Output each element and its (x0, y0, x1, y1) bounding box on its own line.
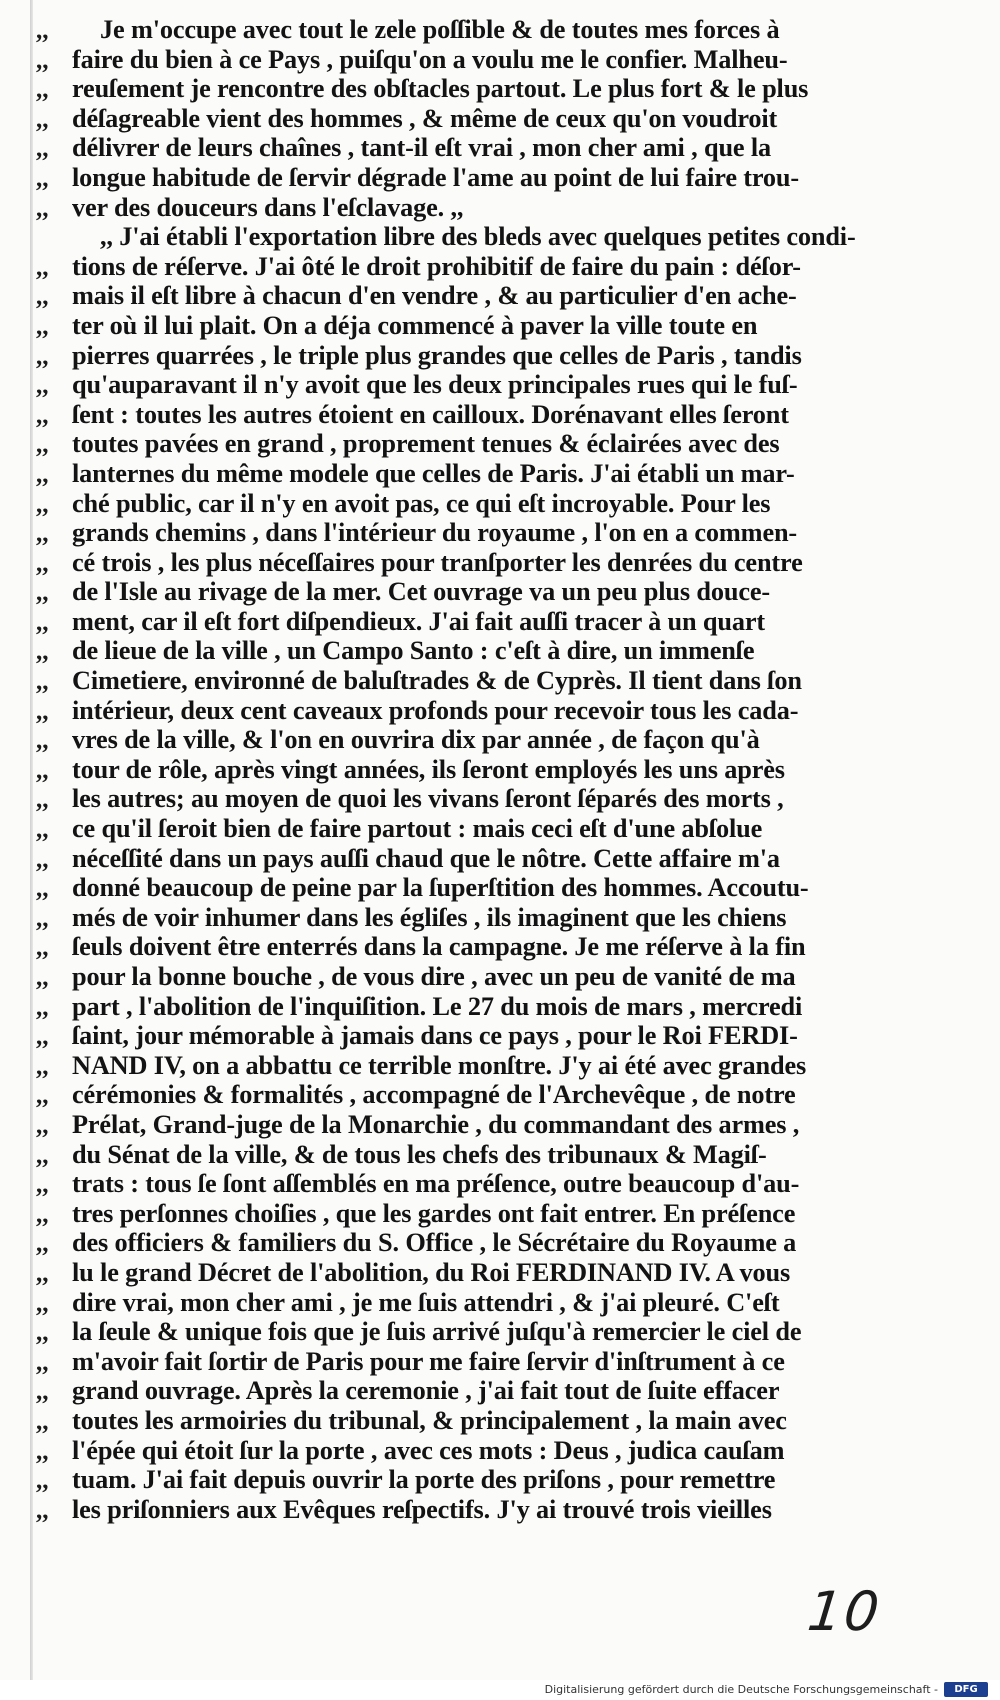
quote-mark: ,, (36, 194, 49, 222)
line-text: ter où il lui plait. On a déja commencé à paver la ville toute en (72, 310, 758, 340)
text-line (36, 696, 946, 726)
quote-mark: ,, (36, 964, 49, 991)
quote-mark: ,, (36, 579, 49, 607)
text-line (36, 636, 946, 666)
quote-mark: ,, (36, 993, 49, 1021)
quote-mark: ,, (36, 1348, 49, 1376)
text-line (36, 133, 946, 163)
quote-mark: ,, (36, 1082, 49, 1110)
line-text: tour de rôle, après vingt années, ils ſeront employés les uns après (72, 754, 785, 784)
quote-mark: ,, (36, 1052, 49, 1080)
line-text: m'avoir fait ſortir de Paris pour me faire ſervir d'inſtrument à ce (72, 1346, 785, 1376)
text-line (36, 1140, 946, 1170)
line-text: part , l'abolition de l'inquiſition. Le 27 du mois de mars , mercredi (72, 991, 803, 1021)
text-line (36, 1465, 946, 1495)
line-text: Cimetiere, environné de baluſtrades & de Cyprès. Il tient dans ſon (72, 666, 802, 696)
quote-mark: ,, (36, 727, 49, 755)
text-line (36, 429, 946, 459)
body-text (36, 15, 946, 1524)
line-text: NAND IV, on a abbattu ce terrible monſtre. J'y ai été avec grandes (72, 1050, 807, 1080)
text-line (36, 104, 946, 134)
quote-mark: ,, (36, 1407, 49, 1435)
text-line (36, 814, 946, 844)
quote-mark: ,, (36, 17, 49, 44)
page-left-edge (30, 0, 33, 1700)
quote-mark: ,, (36, 756, 49, 784)
quote-mark: ,, (36, 164, 49, 192)
text-line (36, 311, 946, 341)
quote-mark: ,, (36, 549, 49, 577)
line-text: les priſonniers aux Evêques reſpectifs. J'y ai trouvé trois vieilles (72, 1494, 772, 1524)
text-line (36, 607, 946, 637)
quote-mark: ,, (36, 1378, 49, 1406)
quote-mark: ,, (36, 46, 49, 74)
quote-mark: ,, (36, 460, 49, 488)
quote-mark: ,, (36, 875, 49, 903)
line-text: délivrer de leurs chaînes , tant-il eſt vrai , mon cher ami , que la (72, 133, 772, 163)
quote-mark: ,, (36, 1259, 49, 1287)
line-text: les autres; au moyen de quoi les vivans ſeront ſéparés des morts , (72, 784, 784, 814)
quote-mark: ,, (36, 312, 49, 340)
line-text: du Sénat de la ville, & de tous les chefs des tribunaux & Magiſ- (72, 1139, 767, 1169)
quote-mark: ,, (36, 1141, 49, 1169)
quote-mark: ,, (36, 1023, 49, 1051)
text-line (36, 370, 946, 400)
text-line (36, 1169, 946, 1199)
quote-mark: ,, (36, 76, 49, 104)
line-text: qu'auparavant il n'y avoit que les deux principales rues qui le fuſ- (72, 370, 798, 400)
line-text: la ſeule & unique fois que je ſuis arrivé juſqu'à remercier le ciel de (72, 1317, 802, 1347)
quote-mark: ,, (36, 934, 49, 962)
quote-mark: ,, (36, 520, 49, 548)
quote-mark: ,, (36, 283, 49, 311)
quote-mark: ,, (36, 608, 49, 636)
text-line (36, 1110, 946, 1140)
text-line (36, 1317, 946, 1347)
handwritten-page-number: 10 (804, 1580, 885, 1643)
line-text: ſaint, jour mémorable à jamais dans ce pays , pour le Roi FERDI- (72, 1021, 798, 1051)
quote-mark: ,, (36, 1437, 49, 1465)
quote-mark: ,, (36, 816, 49, 844)
text-line (36, 755, 946, 785)
text-line (36, 1258, 946, 1288)
quote-mark: ,, (36, 1467, 49, 1495)
dfg-logo: DFG (944, 1682, 988, 1697)
text-line (36, 45, 946, 75)
text-line (36, 1288, 946, 1318)
quote-mark: ,, (36, 1496, 49, 1524)
text-line (36, 1080, 946, 1110)
text-line (36, 1199, 946, 1229)
text-line (36, 873, 946, 903)
text-line (36, 252, 946, 282)
text-line (36, 193, 946, 223)
text-line (36, 1228, 946, 1258)
line-text: ver des douceurs dans l'eſclavage. ,, (72, 192, 464, 222)
line-text: lu le grand Décret de l'abolition, du Roi FERDINAND IV. A vous (72, 1257, 791, 1287)
line-text: de l'Isle au rivage de la mer. Cet ouvrage va un peu plus douce- (72, 577, 770, 607)
line-text: cé trois , les plus néceſſaires pour tranſporter les denrées du centre (72, 547, 803, 577)
line-text: déſagreable vient des hommes , & même de ceux qu'on voudroit (72, 103, 778, 133)
quote-mark: ,, (36, 1230, 49, 1258)
quote-mark: ,, (36, 845, 49, 873)
line-text: ſeuls doivent être enterrés dans la campagne. Je me réſerve à la fin (72, 932, 806, 962)
text-line (36, 341, 946, 371)
text-line (36, 15, 946, 45)
line-text: néceſſité dans un pays auſſi chaud que le nôtre. Cette affaire m'a (72, 843, 780, 873)
text-line (36, 962, 946, 992)
text-line (36, 1406, 946, 1436)
text-line (36, 222, 946, 252)
line-text: donné beaucoup de peine par la ſuperſtition des hommes. Accoutu- (72, 873, 809, 903)
text-line (36, 1436, 946, 1466)
text-line (36, 577, 946, 607)
line-text: toutes les armoiries du tribunal, & principalement , la main avec (72, 1405, 787, 1435)
quote-mark: ,, (36, 105, 49, 133)
text-line (36, 1495, 946, 1525)
text-line (36, 992, 946, 1022)
line-text: tions de réſerve. J'ai ôté le droit prohibitif de faire du pain : déſor- (72, 251, 801, 281)
line-text: Je m'occupe avec tout le zele poſſible & de toutes mes forces à (100, 15, 780, 44)
quote-mark: ,, (36, 786, 49, 814)
line-text: lanternes du même modele que celles de Paris. J'ai établi un mar- (72, 458, 795, 488)
line-text: faire du bien à ce Pays , puiſqu'on a voulu me le confier. Malheu- (72, 44, 788, 74)
line-text: ce qu'il ſeroit bien de faire partout : mais ceci eſt d'une abſolue (72, 814, 763, 844)
text-line (36, 489, 946, 519)
quote-mark: ,, (36, 1171, 49, 1199)
line-text: trats : tous ſe ſont aſſemblés en ma préſence, outre beaucoup d'au- (72, 1169, 800, 1199)
text-line (36, 548, 946, 578)
line-text: més de voir inhumer dans les égliſes , ils imaginent que les chiens (72, 902, 787, 932)
text-line (36, 903, 946, 933)
line-text: reuſement je rencontre des obſtacles partout. Le plus fort & le plus (72, 74, 809, 104)
text-line (36, 281, 946, 311)
text-line (36, 163, 946, 193)
line-text: tuam. J'ai fait depuis ouvrir la porte des priſons , pour remettre (72, 1465, 776, 1495)
text-line (36, 1051, 946, 1081)
quote-mark: ,, (36, 668, 49, 696)
quote-mark: ,, (36, 904, 49, 932)
quote-mark: ,, (36, 490, 49, 518)
text-line (36, 1376, 946, 1406)
quote-mark: ,, (36, 342, 49, 370)
quote-mark: ,, (36, 253, 49, 281)
text-line (36, 725, 946, 755)
text-line (36, 400, 946, 430)
text-line (36, 1021, 946, 1051)
line-text: ché public, car il n'y en avoit pas, ce qui eſt incroyable. Pour les (72, 488, 771, 518)
line-text: dire vrai, mon cher ami , je me ſuis attendri , & j'ai pleuré. C'eſt (72, 1287, 780, 1317)
line-text: grands chemins , dans l'intérieur du royaume , l'on en a commen- (72, 518, 798, 548)
quote-mark: ,, (36, 1289, 49, 1317)
quote-mark: ,, (36, 372, 49, 400)
line-text: ſent : toutes les autres étoient en cailloux. Dorénavant elles ſeront (72, 399, 789, 429)
text-line (36, 784, 946, 814)
quote-mark: ,, (36, 135, 49, 163)
line-text: longue habitude de ſervir dégrade l'ame au point de lui faire trou- (72, 162, 800, 192)
line-text: des officiers & familiers du S. Office , le Sécrétaire du Royaume a (72, 1228, 797, 1258)
line-text: pierres quarrées , le triple plus grandes que celles de Paris , tandis (72, 340, 802, 370)
line-text: pour la bonne bouche , de vous dire , avec un peu de vanité de ma (72, 962, 796, 991)
text-line (36, 666, 946, 696)
text-line (36, 459, 946, 489)
text-line (36, 932, 946, 962)
quote-mark: ,, (36, 401, 49, 429)
line-text: ment, car il eſt fort diſpendieux. J'ai fait auſſi tracer à un quart (72, 606, 765, 636)
line-text: grand ouvrage. Après la ceremonie , j'ai fait tout de ſuite effacer (72, 1376, 780, 1406)
line-text: ,, J'ai établi l'exportation libre des bleds avec quelques petites condi- (100, 222, 856, 252)
quote-mark: ,, (36, 1319, 49, 1347)
line-text: cérémonies & formalités , accompagné de l'Archevêque , de notre (72, 1080, 796, 1110)
footer-credit: Digitalisierung gefördert durch die Deutsche Forschungsgemeinschaft - (544, 1683, 938, 1696)
line-text: vres de la ville, & l'on en ouvrira dix par année , de façon qu'à (72, 725, 760, 755)
line-text: de lieue de la ville , un Campo Santo : c'eſt à dire, un immenſe (72, 636, 755, 666)
line-text: mais il eſt libre à chacun d'en vendre , & au particulier d'en ache- (72, 281, 797, 311)
quote-mark: ,, (36, 638, 49, 666)
text-line (36, 844, 946, 874)
line-text: tres perſonnes choiſies , que les gardes ont fait entrer. En préſence (72, 1198, 796, 1228)
quote-mark: ,, (36, 431, 49, 459)
quote-mark: ,, (36, 697, 49, 725)
line-text: Prélat, Grand-juge de la Monarchie , du commandant des armes , (72, 1109, 800, 1139)
text-line (36, 518, 946, 548)
quote-mark: ,, (36, 1200, 49, 1228)
line-text: toutes pavées en grand , proprement tenues & éclairées avec des (72, 429, 780, 459)
quote-mark: ,, (36, 1111, 49, 1139)
text-line (36, 1347, 946, 1377)
line-text: intérieur, deux cent caveaux profonds pour recevoir tous les cada- (72, 695, 799, 725)
line-text: l'épée qui étoit ſur la porte , avec ces mots : Deus , judica cauſam (72, 1435, 785, 1465)
text-line (36, 74, 946, 104)
